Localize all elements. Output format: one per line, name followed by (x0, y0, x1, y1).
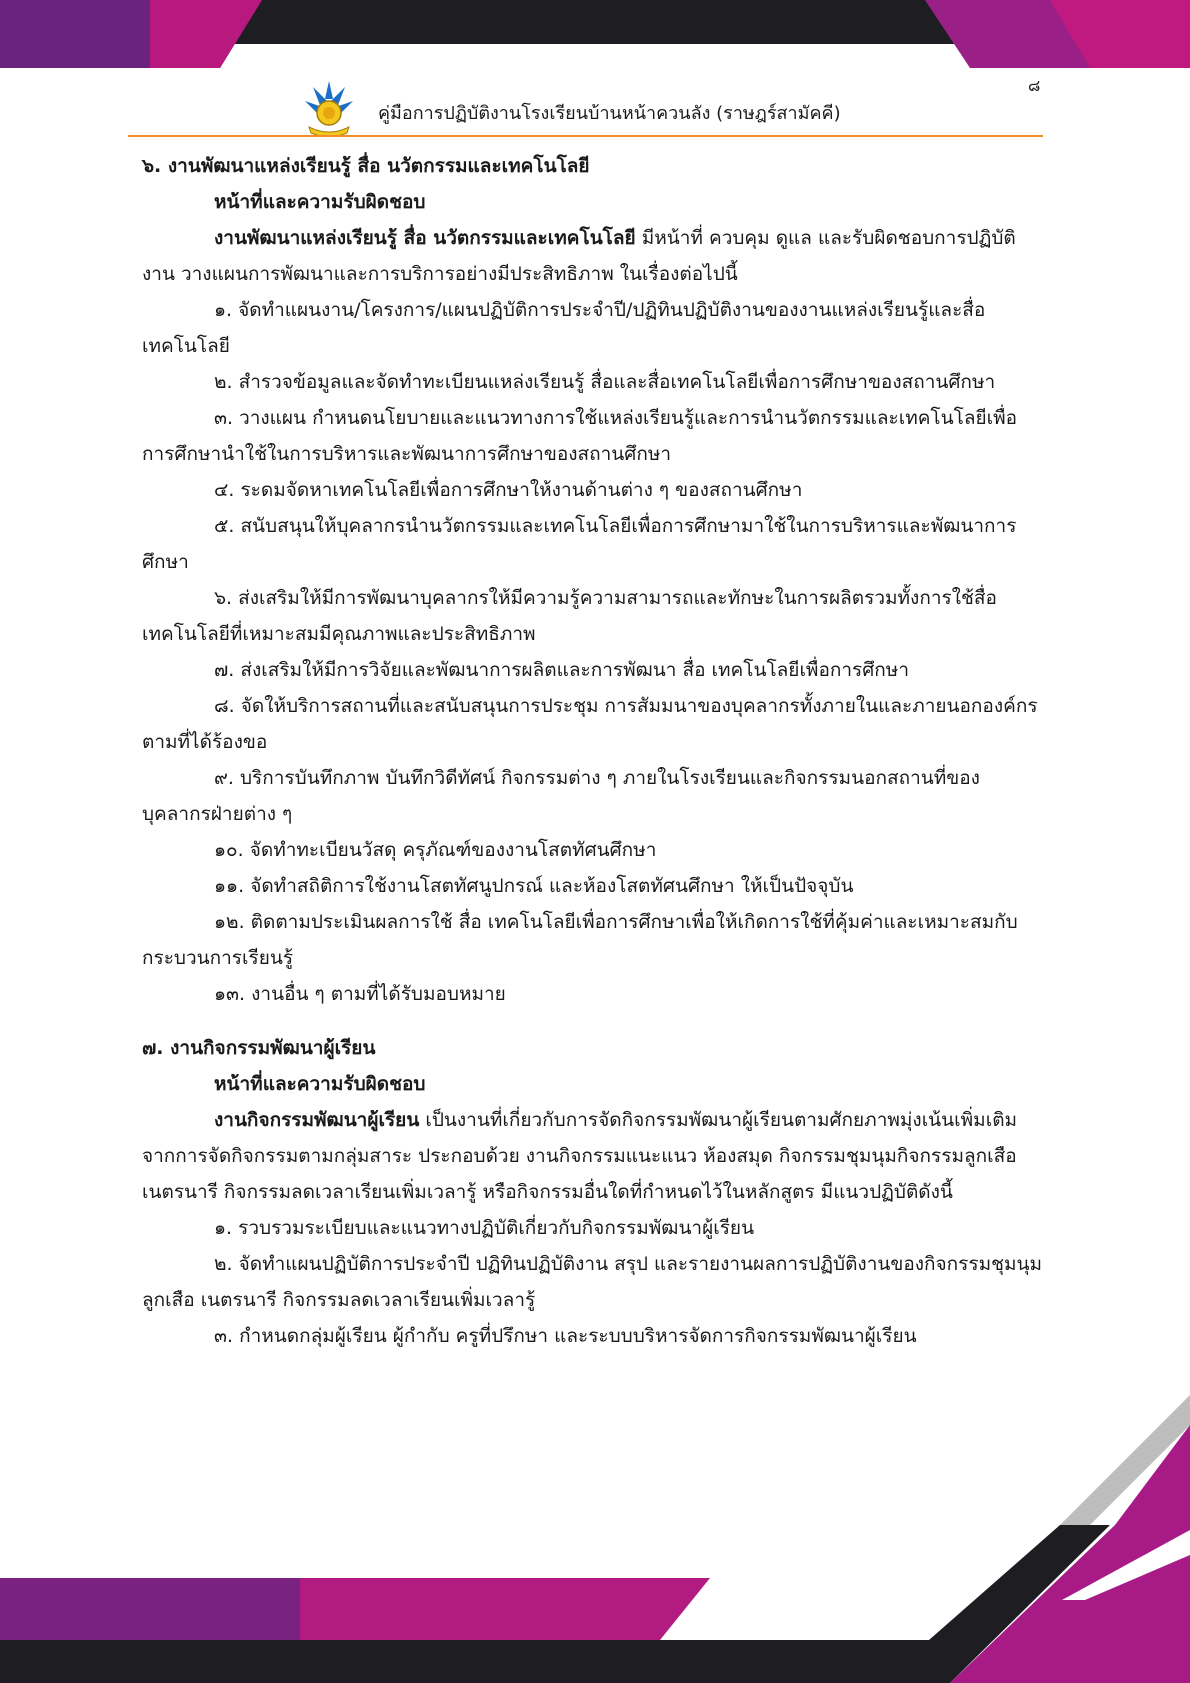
section-7-item-2: ๒. จัดทำแผนปฏิบัติการประจำปี ปฏิทินปฏิบัติงาน สรุป และรายงานผลการปฏิบัติงานของกิจกรรมชุมนุม ลูกเสือ เนตรนารี กิจกรรมลดเวลาเรียนเพิ่มเวลารู้ (142, 1253, 1043, 1311)
bottom-gradient-band (0, 1578, 710, 1640)
section-6-item-12: ๑๒. ติดตามประเมินผลการใช้ สื่อ เทคโนโลยีเพื่อการศึกษาเพื่อให้เกิดการใช้ที่คุ้มค่าและเหมาะสมกับกระบวนการเรียนรู้ (142, 911, 1018, 969)
section-7-intro-lead: งานกิจกรรมพัฒนาผู้เรียน (214, 1109, 420, 1131)
section-6-item-10: ๑๐. จัดทำทะเบียนวัสดุ ครุภัณฑ์ของงานโสตทัศนศึกษา (214, 839, 657, 861)
bottom-dark-band (0, 1640, 930, 1683)
section-7-intro-text: เป็นงานที่เกี่ยวกับการจัดกิจกรรมพัฒนาผู้เรียนตามศักยภาพมุ่งเน้นเพิ่มเติมจากการจัดกิจกรรมตามกลุ่มสาระ ประกอบด้วย งานกิจกรรมแนะแนว ห้องสมุด กิจกรรมชุมนุมกิจกรรมลูกเสือ เนตรนารี กิจกรรมลดเวลาเรียนเพิ่มเวลารู้ หรือกิจกรรมอื่นใดที่กำหนดไว้ในหลักสูตร มีแนวปฏิบัติดังนี้ (142, 1109, 1018, 1203)
document-title: คู่มือการปฏิบัติงานโรงเรียนบ้านหน้าควนลัง (ราษฎร์สามัคคี) (378, 103, 841, 124)
section-6-item-9: ๙. บริการบันทึกภาพ บันทึกวิดีทัศน์ กิจกรรมต่าง ๆ ภายในโรงเรียนและกิจกรรมนอกสถานที่ของบุคลากรฝ่ายต่าง ๆ (142, 767, 980, 825)
section-6-item-5: ๕. สนับสนุนให้บุคลากรนำนวัตกรรมและเทคโนโลยีเพื่อการศึกษามาใช้ในการบริหารและพัฒนาการศึกษา (142, 515, 1017, 573)
section-6-intro (142, 220, 1048, 292)
section-6-item-2: ๒. สำรวจข้อมูลและจัดทำทะเบียนแหล่งเรียนรู้ สื่อและสื่อเทคโนโลยีเพื่อการศึกษาของสถานศึกษา (214, 371, 996, 393)
section-7-heading: ๗. งานกิจกรรมพัฒนาผู้เรียน (142, 1037, 376, 1059)
section-6-item-8: ๘. จัดให้บริการสถานที่และสนับสนุนการประชุม การสัมมนาของบุคลากรทั้งภายในและภายนอกองค์กรตามที่ได้ร้องขอ (142, 695, 1038, 753)
section-spacer (142, 1012, 1048, 1030)
page-header (0, 70, 1190, 145)
bottom-right-magenta-stripe (950, 1425, 1190, 1683)
section-6-subheading: หน้าที่และความรับผิดชอบ (214, 191, 426, 213)
section-7-intro (142, 1102, 1048, 1210)
section-6-item-4: ๔. ระดมจัดหาเทคโนโลยีเพื่อการศึกษาให้งานด้านต่าง ๆ ของสถานศึกษา (214, 479, 803, 501)
page-number: ๘ (1028, 76, 1041, 95)
section-6-item-3: ๓. วางแผน กำหนดนโยบายและแนวทางการใช้แหล่งเรียนรู้และการนำนวัตกรรมและเทคโนโลยีเพื่อการศึกษานำใช้ในการบริหารและพัฒนาการศึกษาของสถานศึกษา (142, 407, 1018, 465)
section-6-item-7: ๗. ส่งเสริมให้มีการวิจัยและพัฒนาการผลิตและการพัฒนา สื่อ เทคโนโลยีเพื่อการศึกษา (214, 659, 910, 681)
top-left-swoosh-highlight (150, 0, 262, 68)
top-left-swoosh (0, 0, 262, 68)
section-6-item-1: ๑. จัดทำแผนงาน/โครงการ/แผนปฏิบัติการประจำปี/ปฏิทินปฏิบัติงานของงานแหล่งเรียนรู้และสื่อเทคโนโลยี (142, 299, 986, 357)
bottom-right-dark-stripe (880, 1525, 1110, 1683)
section-7-item-3: ๓. กำหนดกลุ่มผู้เรียน ผู้กำกับ ครูที่ปรึกษา และระบบบริหารจัดการกิจกรรมพัฒนาผู้เรียน (214, 1325, 917, 1347)
bottom-right-white-stripe (1062, 1530, 1190, 1600)
section-6-item-6: ๖. ส่งเสริมให้มีการพัฒนาบุคลากรให้มีความรู้ความสามารถและทักษะในการผลิตรวมทั้งการใช้สื่อเทคโนโลยีที่เหมาะสมมีคุณภาพและประสิทธิภาพ (142, 587, 997, 645)
bottom-gradient-band-shade (0, 1578, 300, 1640)
school-logo (303, 79, 355, 137)
top-right-swoosh (925, 0, 1190, 68)
header-divider (128, 135, 1043, 137)
top-dark-band (210, 0, 965, 44)
document-body (142, 148, 1048, 1354)
section-7-item-1: ๑. รวบรวมระเบียบและแนวทางปฏิบัติเกี่ยวกับกิจกรรมพัฒนาผู้เรียน (214, 1217, 755, 1239)
section-6-intro-text: มีหน้าที่ ควบคุม ดูแล และรับผิดชอบการปฏิบัติงาน วางแผนการพัฒนาและการบริการอย่างมีประสิทธิภาพ ในเรื่องต่อไปนี้ (142, 227, 1016, 285)
bottom-right-gray-stripe (975, 1395, 1190, 1610)
section-6-item-13: ๑๓. งานอื่น ๆ ตามที่ได้รับมอบหมาย (214, 983, 506, 1005)
section-6-intro-lead: งานพัฒนาแหล่งเรียนรู้ สื่อ นวัตกรรมและเทคโนโลยี (214, 227, 636, 249)
section-7-subheading: หน้าที่และความรับผิดชอบ (214, 1073, 426, 1095)
section-6-heading: ๖. งานพัฒนาแหล่งเรียนรู้ สื่อ นวัตกรรมและเทคโนโลยี (142, 155, 590, 177)
top-right-swoosh-highlight (1050, 0, 1190, 68)
section-6-item-11: ๑๑. จัดทำสถิติการใช้งานโสตทัศนูปกรณ์ และห้องโสตทัศนศึกษา ให้เป็นปัจจุบัน (214, 875, 854, 897)
